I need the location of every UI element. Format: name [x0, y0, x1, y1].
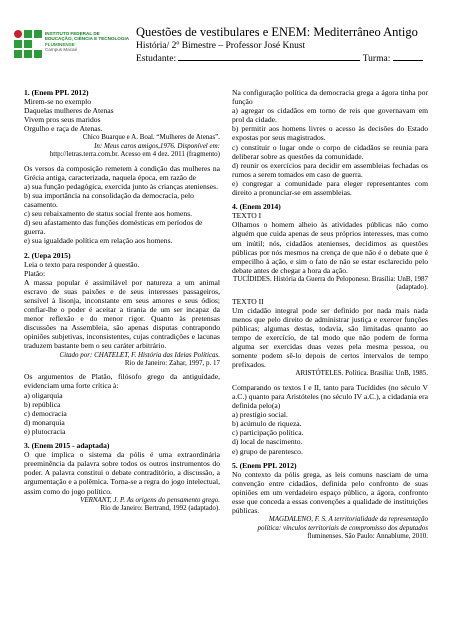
quoted-text: Um cidadão integral pode ser definido por nada mais nada menos que pelo direito de administrar justiça e exercer funções públicas; algumas destas, todavia, são limitadas quanto ao tempo de exercício, de tal modo que não podem de forma alguma ser exercidas duas vezes pela mesma pessoa, ou somente podem sê-lo depois de certos intervalos de tempo prefixados.: [232, 305, 428, 370]
answer-option: b) permitir aos homens livres o acesso às decisões do Estado expostas por seus magistrados.: [232, 124, 428, 143]
poem-line: Vivem pros seus maridos: [24, 115, 101, 125]
answer-option: a) agregar os cidadãos em torno de reis que governavam em prol da cidade.: [232, 106, 428, 125]
question-stem: Na configuração política da democracia grega a ágora tinha por função: [232, 88, 428, 107]
question-3-title: 3. (Enem 2015 - adaptada): [24, 441, 110, 451]
answer-option: a) oligarquia: [24, 390, 63, 400]
answer-option: d) monarquia: [24, 417, 65, 427]
answer-option: c) constituir o lugar onde o corpo de cidadãos se reunia para deliberar sobre as questões da comunidade.: [232, 142, 428, 161]
text-label: Platão:: [24, 268, 46, 278]
quoted-text: O que implica o sistema da pólis é uma extraordinária preeminência da palavra sobre todos os outros instrumentos do poder. A palavra constitui o debate contraditório, a discussão, a argumentação e a polêmica. Torna-se a regra do jogo intelectual, assim como do jogo político.: [24, 450, 220, 496]
question-stem: Os argumentos de Platão, filósofo grego da antiguidade, evidenciam uma forte crítica à:: [24, 372, 220, 391]
left-column: [24, 88, 220, 512]
answer-option: d) seu afastamento das funções domésticas em períodos de guerra.: [24, 218, 203, 237]
answer-option: b) acúmulo de riqueza.: [232, 419, 302, 429]
answer-option: d) local de nascimento.: [232, 437, 303, 447]
logo-mark-icon: [14, 30, 42, 58]
right-column: [232, 88, 428, 540]
answer-option: c) seu rebaixamento de status social frente aos homens.: [24, 209, 193, 219]
poem-line: Daquelas mulheres de Atenas: [24, 106, 114, 116]
question-stem: Os versos da composição remetem à condição das mulheres na Grécia antiga, caracterizada, naquela época, em razão de: [24, 163, 220, 182]
page-subtitle: História/ 2º Bimestre – Professor José Knust: [136, 41, 306, 51]
class-blank: [393, 52, 423, 61]
citation: http://letras.terra.com.br. Acesso em 4 dez. 2011 (fragmento): [49, 150, 220, 159]
answer-option: c) participação política.: [232, 428, 304, 438]
poem-line: Orgulho e raça de Atenas.: [24, 124, 103, 134]
answer-option: c) democracia: [24, 408, 67, 418]
answer-option: a) sua função pedagógica, exercida junto às crianças atenienses.: [24, 181, 218, 191]
question-5-title: 5. (Enem PPL 2012): [232, 460, 297, 470]
logo-text: INSTITUTO FEDERAL DE EDUCAÇÃO, CIÊNCIA E TECNOLOGIA FLUMINENSE Campus Macaé: [45, 31, 130, 53]
answer-option: b) sua importância na consolidação da democracia, pelo casamento.: [24, 190, 194, 210]
class-label: Turma:: [362, 54, 391, 64]
quoted-text: Olhamos o homem alheio às atividades públicas não como alguém que cuida apenas de seus próprios interesses, mas como um inútil; nós, cidadãos atenienses, decidimos as questões públicas por nós mesmos na crença de que não é o debate que é empecilho à ação, e sim o fato de não se estar esclarecido pelo debate antes de chegar a hora da ação.: [232, 220, 428, 275]
citation: Rio de Janeiro: Zahar, 1997, p. 17: [124, 358, 220, 367]
student-line: [136, 52, 423, 64]
citation: Chico Buarque e A. Boal. “Mulheres de Atenas”.: [82, 133, 220, 142]
page-header: [0, 0, 453, 68]
citation: Rio de Janeiro: Bertrand, 1992 (adaptado).: [100, 504, 220, 512]
citation: ARISTÓTELES. Política. Brasília: UnB, 1985.: [295, 369, 428, 378]
answer-option: e) sua igualdade política em relação aos homens.: [24, 236, 173, 246]
answer-option: e) congregar a comunidade para eleger representantes com direito a pronunciar-se em assembleias.: [232, 178, 428, 198]
institute-logo: [14, 30, 134, 66]
quoted-text: No contexto da pólis grega, as leis comuns nasciam de uma convenção entre cidadãos, definida pelo confronto de suas opiniões em um verdadeiro espaço público, a ágora, confronto esse que conceda a essas convenções a qualidade de instituições públicas.: [232, 469, 428, 516]
student-label: Estudante:: [136, 54, 177, 64]
citation: In: Meus caros amigos,1976. Disponível em:: [94, 141, 220, 150]
question-2-title: 2. (Uepa 2015): [24, 250, 71, 260]
citation: TUCÍDIDES. História da Guerra do Peloponeso. Brasília: UnB, 1987 (adaptado).: [233, 274, 428, 292]
citation: fluminenses. São Paulo: Annablume, 2010.: [307, 531, 428, 540]
poem-line: Mirem-se no exemplo: [24, 97, 92, 107]
answer-option: a) prestígio social.: [232, 410, 288, 420]
question-1-title: 1. (Enem PPL 2012): [24, 88, 89, 97]
text-label: TEXTO I: [232, 211, 262, 221]
citation: VERNANT, J. P. As origens do pensamento grego.: [80, 495, 220, 504]
question-stem: Comparando os textos I e II, tanto para Tucídides (no século V a.C.) quanto para Aristóteles (no século IV a.C.), a cidadania era definida pelo(a): [232, 382, 428, 411]
answer-option: b) república: [24, 399, 61, 409]
student-name-blank: [178, 52, 360, 61]
citation: MAGDALENO, F. S. A territorialidade da representação: [268, 515, 428, 524]
question-4-title: 4. (Enem 2014): [232, 202, 281, 212]
answer-option: d) reunir os exercícios para decidir em assembleias fechadas os rumos a serem tomados em caso de guerra.: [232, 160, 428, 179]
citation: política: vínculos territoriais de compromisso dos deputados: [257, 523, 428, 532]
answer-option: e) plutocracia: [24, 426, 66, 436]
answer-option: e) grupo de parentesco.: [232, 446, 303, 456]
text-label: TEXTO II: [232, 296, 264, 306]
page-title: Questões de vestibulares e ENEM: Mediterrâneo Antigo: [136, 25, 418, 39]
question-intro: Leia o texto para responder à questão.: [24, 259, 140, 269]
quoted-text: A massa popular é assimilável por natureza a um animal escravo de suas paixões e de seus interesses passageiros, sensível à lisonja, inconstante em seus amores e seus ódios; confiar-lhe o poder é aceitar a tirania de um ser incapaz da menor reflexão e do menor rigor. Quanto às pretensas discussões na Assembleia, são apenas disputas contrapondo opiniões subjetivas, inconsistentes, cujas contradições e lacunas traduzem bastante bem o seu caráter arbitrário.: [24, 277, 220, 351]
citation: Citado por: CHATELET, F. História das Ideias Políticas.: [59, 350, 220, 359]
